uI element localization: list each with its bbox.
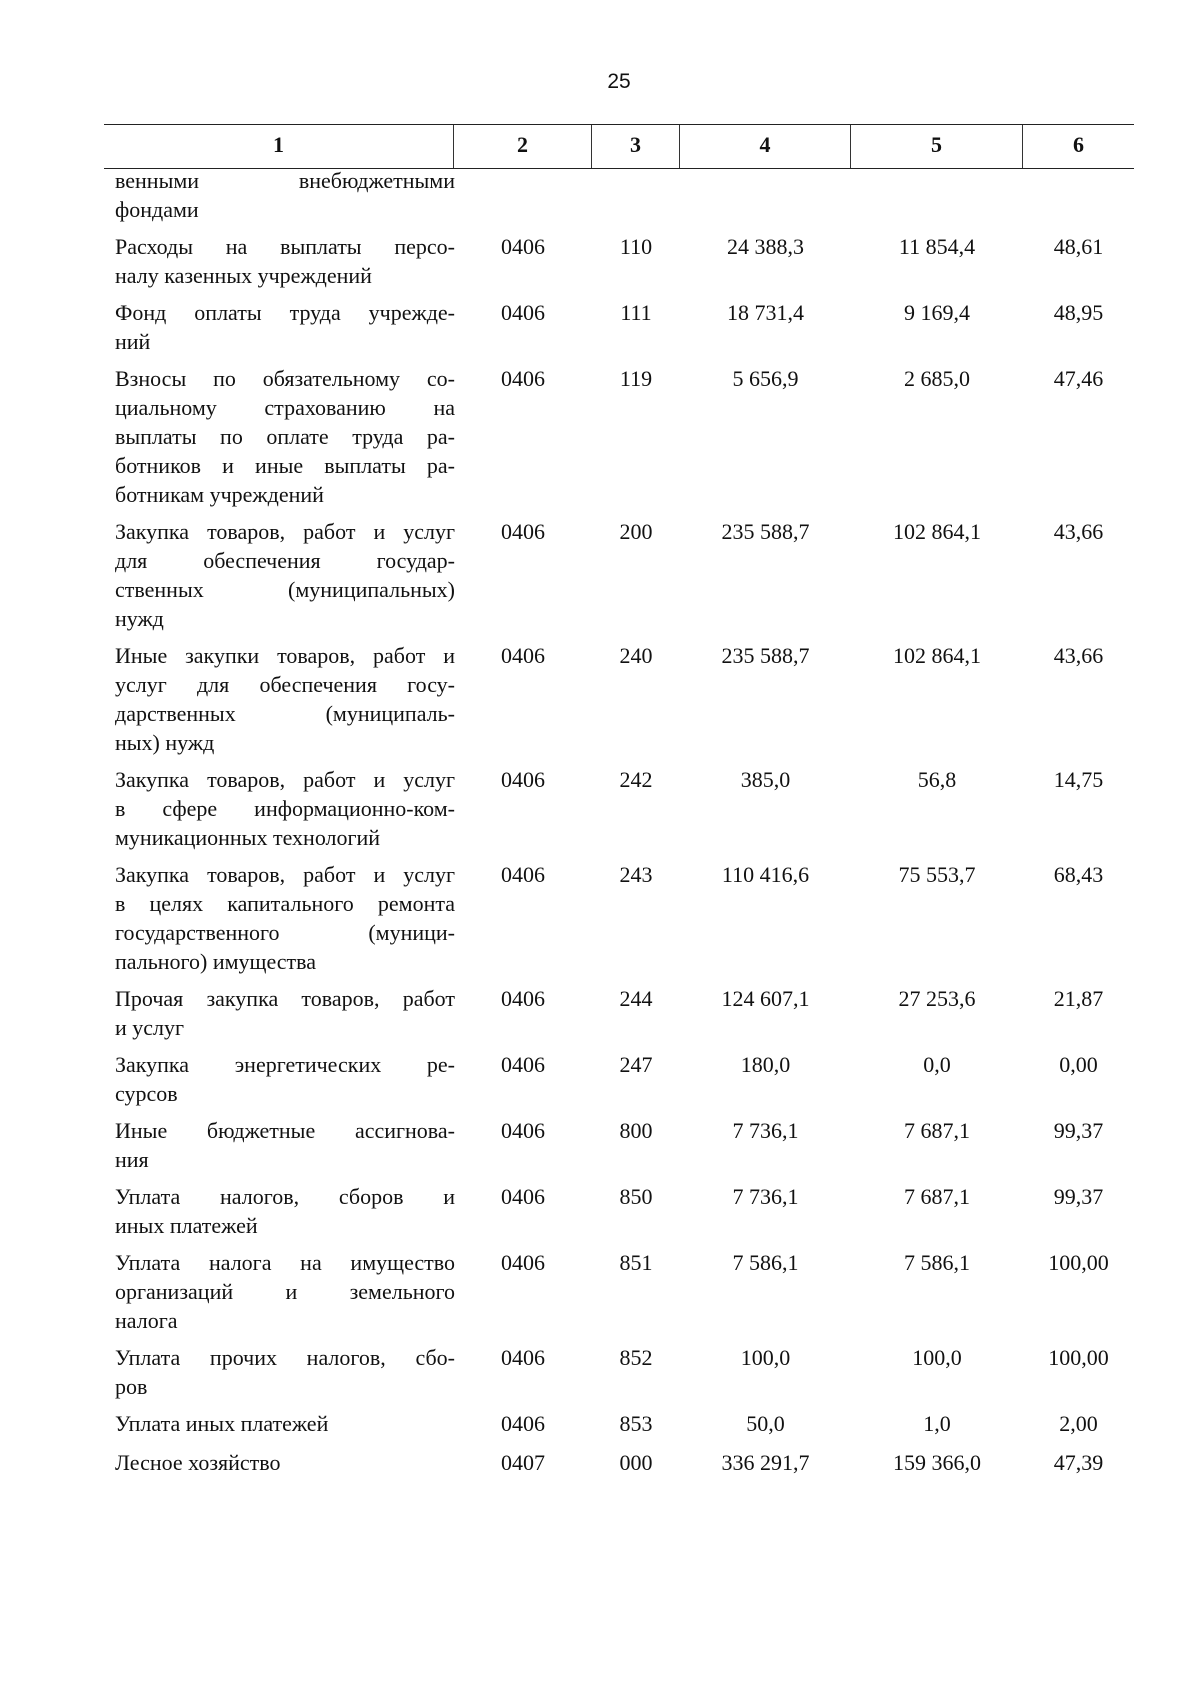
cell-actual: 7 586,1 bbox=[904, 1250, 970, 1275]
description-line: и услуг bbox=[115, 1015, 185, 1040]
description-line: Иные закупки товаров, работ и bbox=[115, 643, 455, 668]
description-line: сурсов bbox=[115, 1081, 178, 1106]
description-line: выплаты по оплате труда ра- bbox=[115, 424, 455, 449]
cell-section: 0406 bbox=[501, 862, 545, 887]
table-row bbox=[104, 166, 1134, 232]
description-line: ров bbox=[115, 1374, 148, 1399]
row-description bbox=[115, 166, 455, 224]
cell-section: 0406 bbox=[501, 234, 545, 259]
cell-actual: 7 687,1 bbox=[904, 1118, 970, 1143]
description-line: налу казенных учреждений bbox=[115, 263, 372, 288]
description-line: циальному страхованию на bbox=[115, 395, 455, 420]
cell-code: 852 bbox=[619, 1345, 653, 1370]
description-line: ботников и иные выплаты ра- bbox=[115, 453, 455, 478]
description-line: Фонд оплаты труда учрежде- bbox=[115, 300, 455, 325]
cell-percent: 0,00 bbox=[1059, 1052, 1098, 1077]
cell-plan: 180,0 bbox=[740, 1052, 791, 1077]
description-line: Лесное хозяйство bbox=[115, 1450, 281, 1475]
cell-percent: 47,46 bbox=[1053, 366, 1104, 391]
cell-actual: 27 253,6 bbox=[898, 986, 976, 1011]
column-header-6: 6 bbox=[1073, 132, 1084, 157]
description-line: ния bbox=[115, 1147, 149, 1172]
description-line: в целях капитального ремонта bbox=[115, 891, 455, 916]
cell-actual: 7 687,1 bbox=[904, 1184, 970, 1209]
table-row bbox=[104, 1182, 1134, 1248]
description-line: муникационных технологий bbox=[115, 825, 381, 850]
cell-plan: 7 736,1 bbox=[732, 1118, 799, 1143]
cell-code: 111 bbox=[620, 300, 652, 325]
cell-plan: 336 291,7 bbox=[721, 1450, 810, 1475]
cell-section: 0406 bbox=[501, 1250, 545, 1275]
description-line: Расходы на выплаты персо- bbox=[115, 234, 455, 259]
table-row bbox=[104, 364, 1134, 517]
cell-plan: 124 607,1 bbox=[721, 986, 810, 1011]
cell-code: 853 bbox=[619, 1411, 653, 1436]
table-row bbox=[104, 641, 1134, 765]
row-description bbox=[115, 364, 455, 509]
description-line: Уплата налога на имущество bbox=[115, 1250, 455, 1275]
cell-code: 850 bbox=[619, 1184, 653, 1209]
description-line: Закупка товаров, работ и услуг bbox=[115, 519, 455, 544]
cell-code: 800 bbox=[619, 1118, 653, 1143]
cell-section: 0406 bbox=[501, 1118, 545, 1143]
cell-code: 243 bbox=[619, 862, 653, 887]
cell-actual: 56,8 bbox=[917, 767, 957, 792]
description-line: Взносы по обязательному со- bbox=[115, 366, 455, 391]
cell-section: 0406 bbox=[501, 519, 545, 544]
cell-section: 0407 bbox=[501, 1450, 545, 1475]
cell-plan: 110 416,6 bbox=[721, 862, 810, 887]
cell-percent: 100,00 bbox=[1048, 1345, 1109, 1370]
cell-actual: 100,0 bbox=[912, 1345, 962, 1370]
cell-plan: 5 656,9 bbox=[732, 366, 799, 391]
description-line: государственного (муници- bbox=[115, 920, 455, 945]
row-description bbox=[115, 1448, 455, 1477]
table-row bbox=[104, 517, 1134, 641]
row-description bbox=[115, 641, 455, 757]
column-header-2: 2 bbox=[454, 125, 592, 168]
cell-section: 0406 bbox=[501, 1345, 545, 1370]
description-line: ных) нужд bbox=[115, 730, 215, 755]
cell-actual: 75 553,7 bbox=[898, 862, 976, 887]
description-line: Прочая закупка товаров, работ bbox=[115, 986, 455, 1011]
table-row bbox=[104, 1409, 1134, 1448]
cell-plan: 7 736,1 bbox=[732, 1184, 799, 1209]
description-line: ботникам учреждений bbox=[115, 482, 324, 507]
description-line: услуг для обеспечения госу- bbox=[115, 672, 455, 697]
row-description bbox=[115, 765, 455, 852]
cell-actual: 1,0 bbox=[923, 1411, 951, 1436]
cell-percent: 14,75 bbox=[1053, 767, 1104, 792]
row-description bbox=[115, 298, 455, 356]
cell-actual: 2 685,0 bbox=[904, 366, 970, 391]
cell-plan: 18 731,4 bbox=[727, 300, 804, 325]
cell-actual: 11 854,4 bbox=[898, 234, 976, 259]
description-line: Уплата налогов, сборов и bbox=[115, 1184, 455, 1209]
table-row bbox=[104, 1116, 1134, 1182]
description-line: Закупка товаров, работ и услуг bbox=[115, 767, 455, 792]
description-line: ний bbox=[115, 329, 151, 354]
description-line: ственных (муниципальных) bbox=[115, 577, 455, 602]
description-line: для обеспечения государ- bbox=[115, 548, 455, 573]
cell-actual: 0,0 bbox=[923, 1052, 951, 1077]
column-header-1: 1 bbox=[104, 125, 454, 168]
cell-section: 0406 bbox=[501, 300, 545, 325]
cell-percent: 99,37 bbox=[1053, 1118, 1104, 1143]
cell-actual: 9 169,4 bbox=[904, 300, 970, 325]
cell-code: 000 bbox=[619, 1450, 653, 1475]
cell-percent: 43,66 bbox=[1053, 519, 1104, 544]
cell-code: 247 bbox=[619, 1052, 653, 1077]
row-description bbox=[115, 232, 455, 290]
cell-code: 242 bbox=[619, 767, 653, 792]
cell-section: 0406 bbox=[501, 1052, 545, 1077]
cell-actual: 102 864,1 bbox=[893, 643, 981, 668]
column-header-3: 3 bbox=[592, 125, 680, 168]
description-line: фондами bbox=[115, 197, 199, 222]
cell-plan: 24 388,3 bbox=[727, 234, 804, 259]
cell-code: 110 bbox=[619, 234, 653, 259]
table-row bbox=[104, 1050, 1134, 1116]
table-row bbox=[104, 1248, 1134, 1343]
page-number: 25 bbox=[607, 70, 631, 93]
cell-plan: 235 588,7 bbox=[721, 519, 810, 544]
cell-section: 0406 bbox=[501, 986, 545, 1011]
table-row bbox=[104, 1343, 1134, 1409]
cell-percent: 21,87 bbox=[1053, 986, 1104, 1011]
description-line: венными внебюджетными bbox=[115, 168, 455, 193]
table-row bbox=[104, 860, 1134, 984]
cell-percent: 43,66 bbox=[1053, 643, 1104, 668]
row-description bbox=[115, 984, 455, 1042]
cell-percent: 100,00 bbox=[1048, 1250, 1109, 1275]
column-header-5: 5 bbox=[851, 125, 1023, 168]
cell-percent: 68,43 bbox=[1053, 862, 1104, 887]
table-row bbox=[104, 1448, 1134, 1485]
cell-section: 0406 bbox=[501, 1184, 545, 1209]
row-description bbox=[115, 860, 455, 976]
description-line: Иные бюджетные ассигнова- bbox=[115, 1118, 455, 1143]
table-row bbox=[104, 984, 1134, 1050]
description-line: иных платежей bbox=[115, 1213, 258, 1238]
table-body bbox=[104, 166, 1134, 1485]
description-line: организаций и земельного bbox=[115, 1279, 455, 1304]
cell-percent: 48,61 bbox=[1053, 234, 1104, 259]
description-line: Уплата прочих налогов, сбо- bbox=[115, 1345, 455, 1370]
cell-plan: 7 586,1 bbox=[732, 1250, 799, 1275]
cell-code: 119 bbox=[619, 366, 653, 391]
table-row bbox=[104, 298, 1134, 364]
description-line: налога bbox=[115, 1308, 178, 1333]
description-line: нужд bbox=[115, 606, 164, 631]
description-line: пального) имущества bbox=[115, 949, 317, 974]
cell-percent: 99,37 bbox=[1053, 1184, 1104, 1209]
row-description bbox=[115, 517, 455, 633]
cell-plan: 100,0 bbox=[740, 1345, 791, 1370]
cell-code: 200 bbox=[619, 519, 653, 544]
cell-section: 0406 bbox=[501, 643, 545, 668]
cell-section: 0406 bbox=[501, 366, 545, 391]
row-description bbox=[115, 1248, 455, 1335]
row-description bbox=[115, 1116, 455, 1174]
cell-plan: 385,0 bbox=[740, 767, 791, 792]
cell-percent: 47,39 bbox=[1053, 1450, 1104, 1475]
cell-percent: 2,00 bbox=[1059, 1411, 1098, 1436]
row-description bbox=[115, 1343, 455, 1401]
cell-plan: 50,0 bbox=[746, 1411, 785, 1436]
cell-plan: 235 588,7 bbox=[721, 643, 810, 668]
cell-code: 240 bbox=[619, 643, 653, 668]
description-line: Закупка энергетических ре- bbox=[115, 1052, 455, 1077]
description-line: в сфере информационно-ком- bbox=[115, 796, 455, 821]
cell-code: 244 bbox=[619, 986, 653, 1011]
row-description bbox=[115, 1409, 455, 1438]
description-line: Уплата иных платежей bbox=[115, 1411, 329, 1436]
table-row bbox=[104, 232, 1134, 298]
cell-actual: 102 864,1 bbox=[893, 519, 981, 544]
table-header bbox=[104, 124, 1134, 169]
cell-section: 0406 bbox=[501, 767, 545, 792]
description-line: Закупка товаров, работ и услуг bbox=[115, 862, 455, 887]
row-description bbox=[115, 1050, 455, 1108]
cell-actual: 159 366,0 bbox=[893, 1450, 981, 1475]
row-description bbox=[115, 1182, 455, 1240]
cell-percent: 48,95 bbox=[1053, 300, 1104, 325]
column-header-4: 4 bbox=[680, 125, 851, 168]
table-row bbox=[104, 765, 1134, 860]
cell-code: 851 bbox=[619, 1250, 653, 1275]
description-line: дарственных (муниципаль- bbox=[115, 701, 455, 726]
cell-section: 0406 bbox=[501, 1411, 545, 1436]
